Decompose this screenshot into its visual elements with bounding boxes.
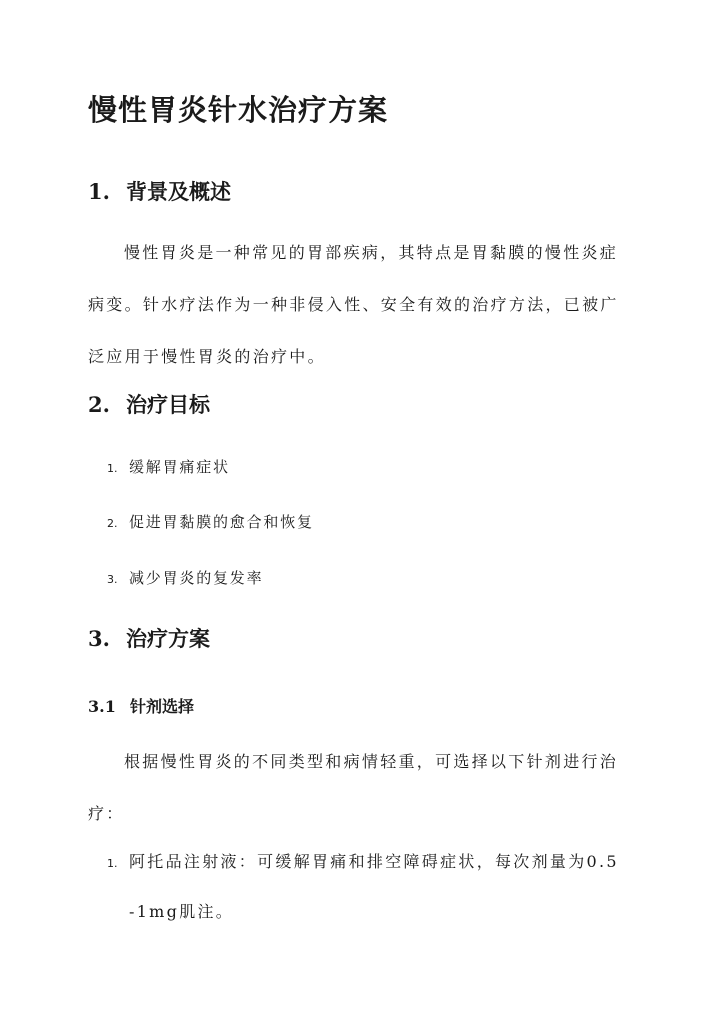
injection-choice-paragraph: 根据慢性胃炎的不同类型和病情轻重，可选择以下针剂进行治疗： (88, 752, 619, 823)
section-heading-goals (88, 389, 210, 419)
list-item (107, 456, 230, 477)
background-paragraph: 慢性胃炎是一种常见的胃部疾病，其特点是胃黏膜的慢性炎症病变。针水疗法作为一种非侵入性、安全有效的治疗方法，已被广泛应用于慢性胃炎的治疗中。 (88, 243, 619, 366)
section-number: 2. (88, 392, 110, 417)
section-title: 治疗目标 (126, 392, 210, 417)
list-number: 1. (107, 857, 118, 870)
list-number: 1. (107, 462, 118, 475)
list-text-continuation: -1mg肌注。 (129, 902, 235, 921)
list-item (107, 836, 627, 938)
list-text: 阿托品注射液：可缓解胃痛和排空障碍症状，每次剂量为0.5 (129, 852, 619, 871)
list-text: 促进胃黏膜的愈合和恢复 (129, 513, 314, 531)
subsection-number: 3.1 (88, 697, 116, 716)
section-heading-background (88, 176, 231, 206)
section-title: 背景及概述 (126, 179, 231, 204)
subsection-title: 针剂选择 (130, 697, 195, 716)
section-number: 3. (88, 626, 110, 651)
section-heading-plan (88, 623, 210, 653)
document-title: 慢性胃炎针水治疗方案 (88, 93, 389, 127)
list-text: 缓解胃痛症状 (129, 458, 230, 476)
list-number: 3. (107, 573, 118, 586)
section-title: 治疗方案 (126, 626, 210, 651)
list-item (107, 511, 314, 532)
list-number: 2. (107, 517, 118, 530)
list-text: 减少胃炎的复发率 (129, 569, 264, 587)
subsection-heading-injection-choice (88, 694, 194, 717)
section-number: 1. (88, 179, 110, 204)
list-item (107, 567, 263, 588)
